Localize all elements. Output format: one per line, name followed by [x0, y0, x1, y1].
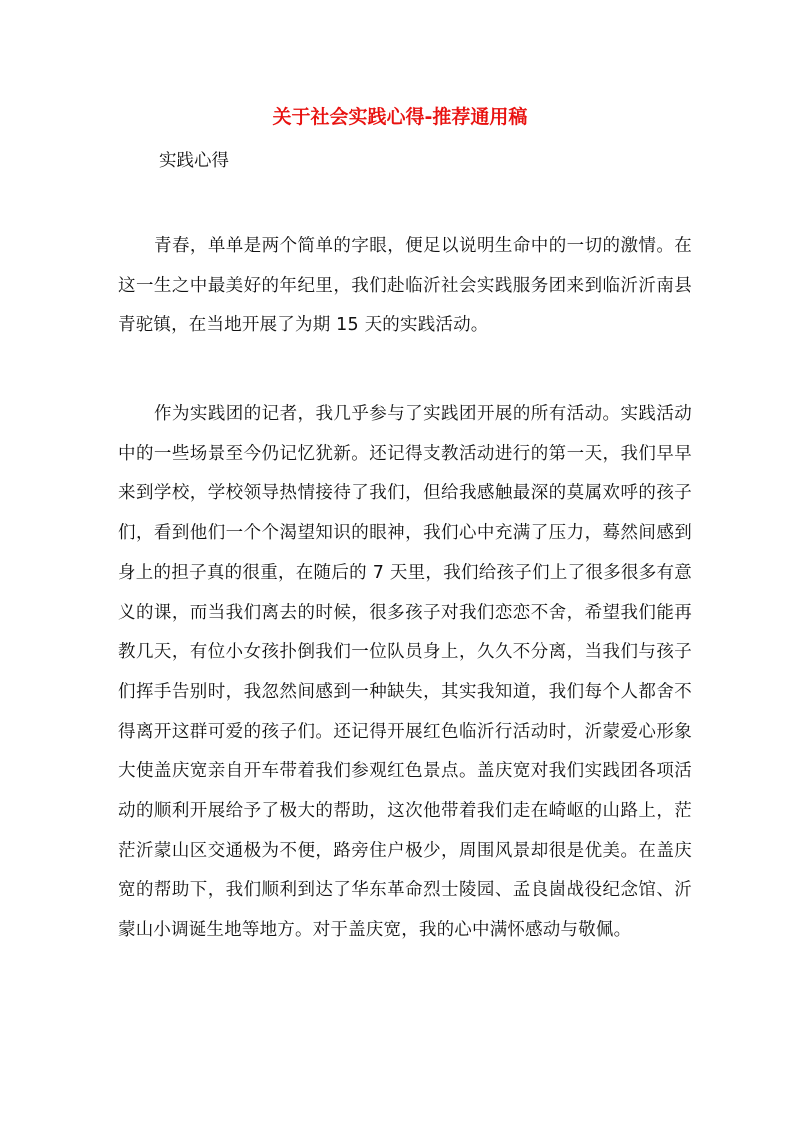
document-subtitle: 实践心得 [159, 151, 229, 171]
paragraph-1: 青春，单单是两个简单的字眼，便足以说明生命中的一切的激情。在这一生之中最美好的年纪里，我们赴临沂社会实践服务团来到临沂沂南县青驼镇，在当地开展了为期 15 天的实践活动。 [118, 236, 692, 336]
document-title: 关于社会实践心得-推荐通用稿 [272, 106, 528, 128]
paragraph-2: 作为实践团的记者，我几乎参与了实践团开展的所有活动。实践活动中的一些场景至今仍记忆犹新。还记得支教活动进行的第一天，我们早早来到学校，学校领导热情接待了我们，但给我感触最深的莫属欢呼的孩子们，看到他们一个个渴望知识的眼神，我们心中充满了压力，蓦然间感到身上的担子真的很重，在随后的 7 天里，我们给孩子们上了很多很多有意义的课，而当我们离去的时候，很多孩子对我们恋恋不舍，希望我们能再教几天，有位小女孩扑倒我们一位队员身上，久久不分离，当我们与孩子们挥手告别时，我忽然间感到一种缺失，其实我知道，我们每个人都舍不得离开这群可爱的孩子们。还记得开展红色临沂行活动时，沂蒙爱心形象大使盖庆宽亲自开车带着我们参观红色景点。盖庆宽对我们实践团各项活动的顺利开展给予了极大的帮助，这次他带着我们走在崎岖的山路上，茫茫沂蒙山区交通极为不便，路旁住户极少，周围风景却很是优美。在盖庆宽的帮助下，我们顺利到达了华东革命烈士陵园、孟良崮战役纪念馆、沂蒙山小调诞生地等地方。对于盖庆宽，我的心中满怀感动与敬佩。 [118, 404, 692, 941]
